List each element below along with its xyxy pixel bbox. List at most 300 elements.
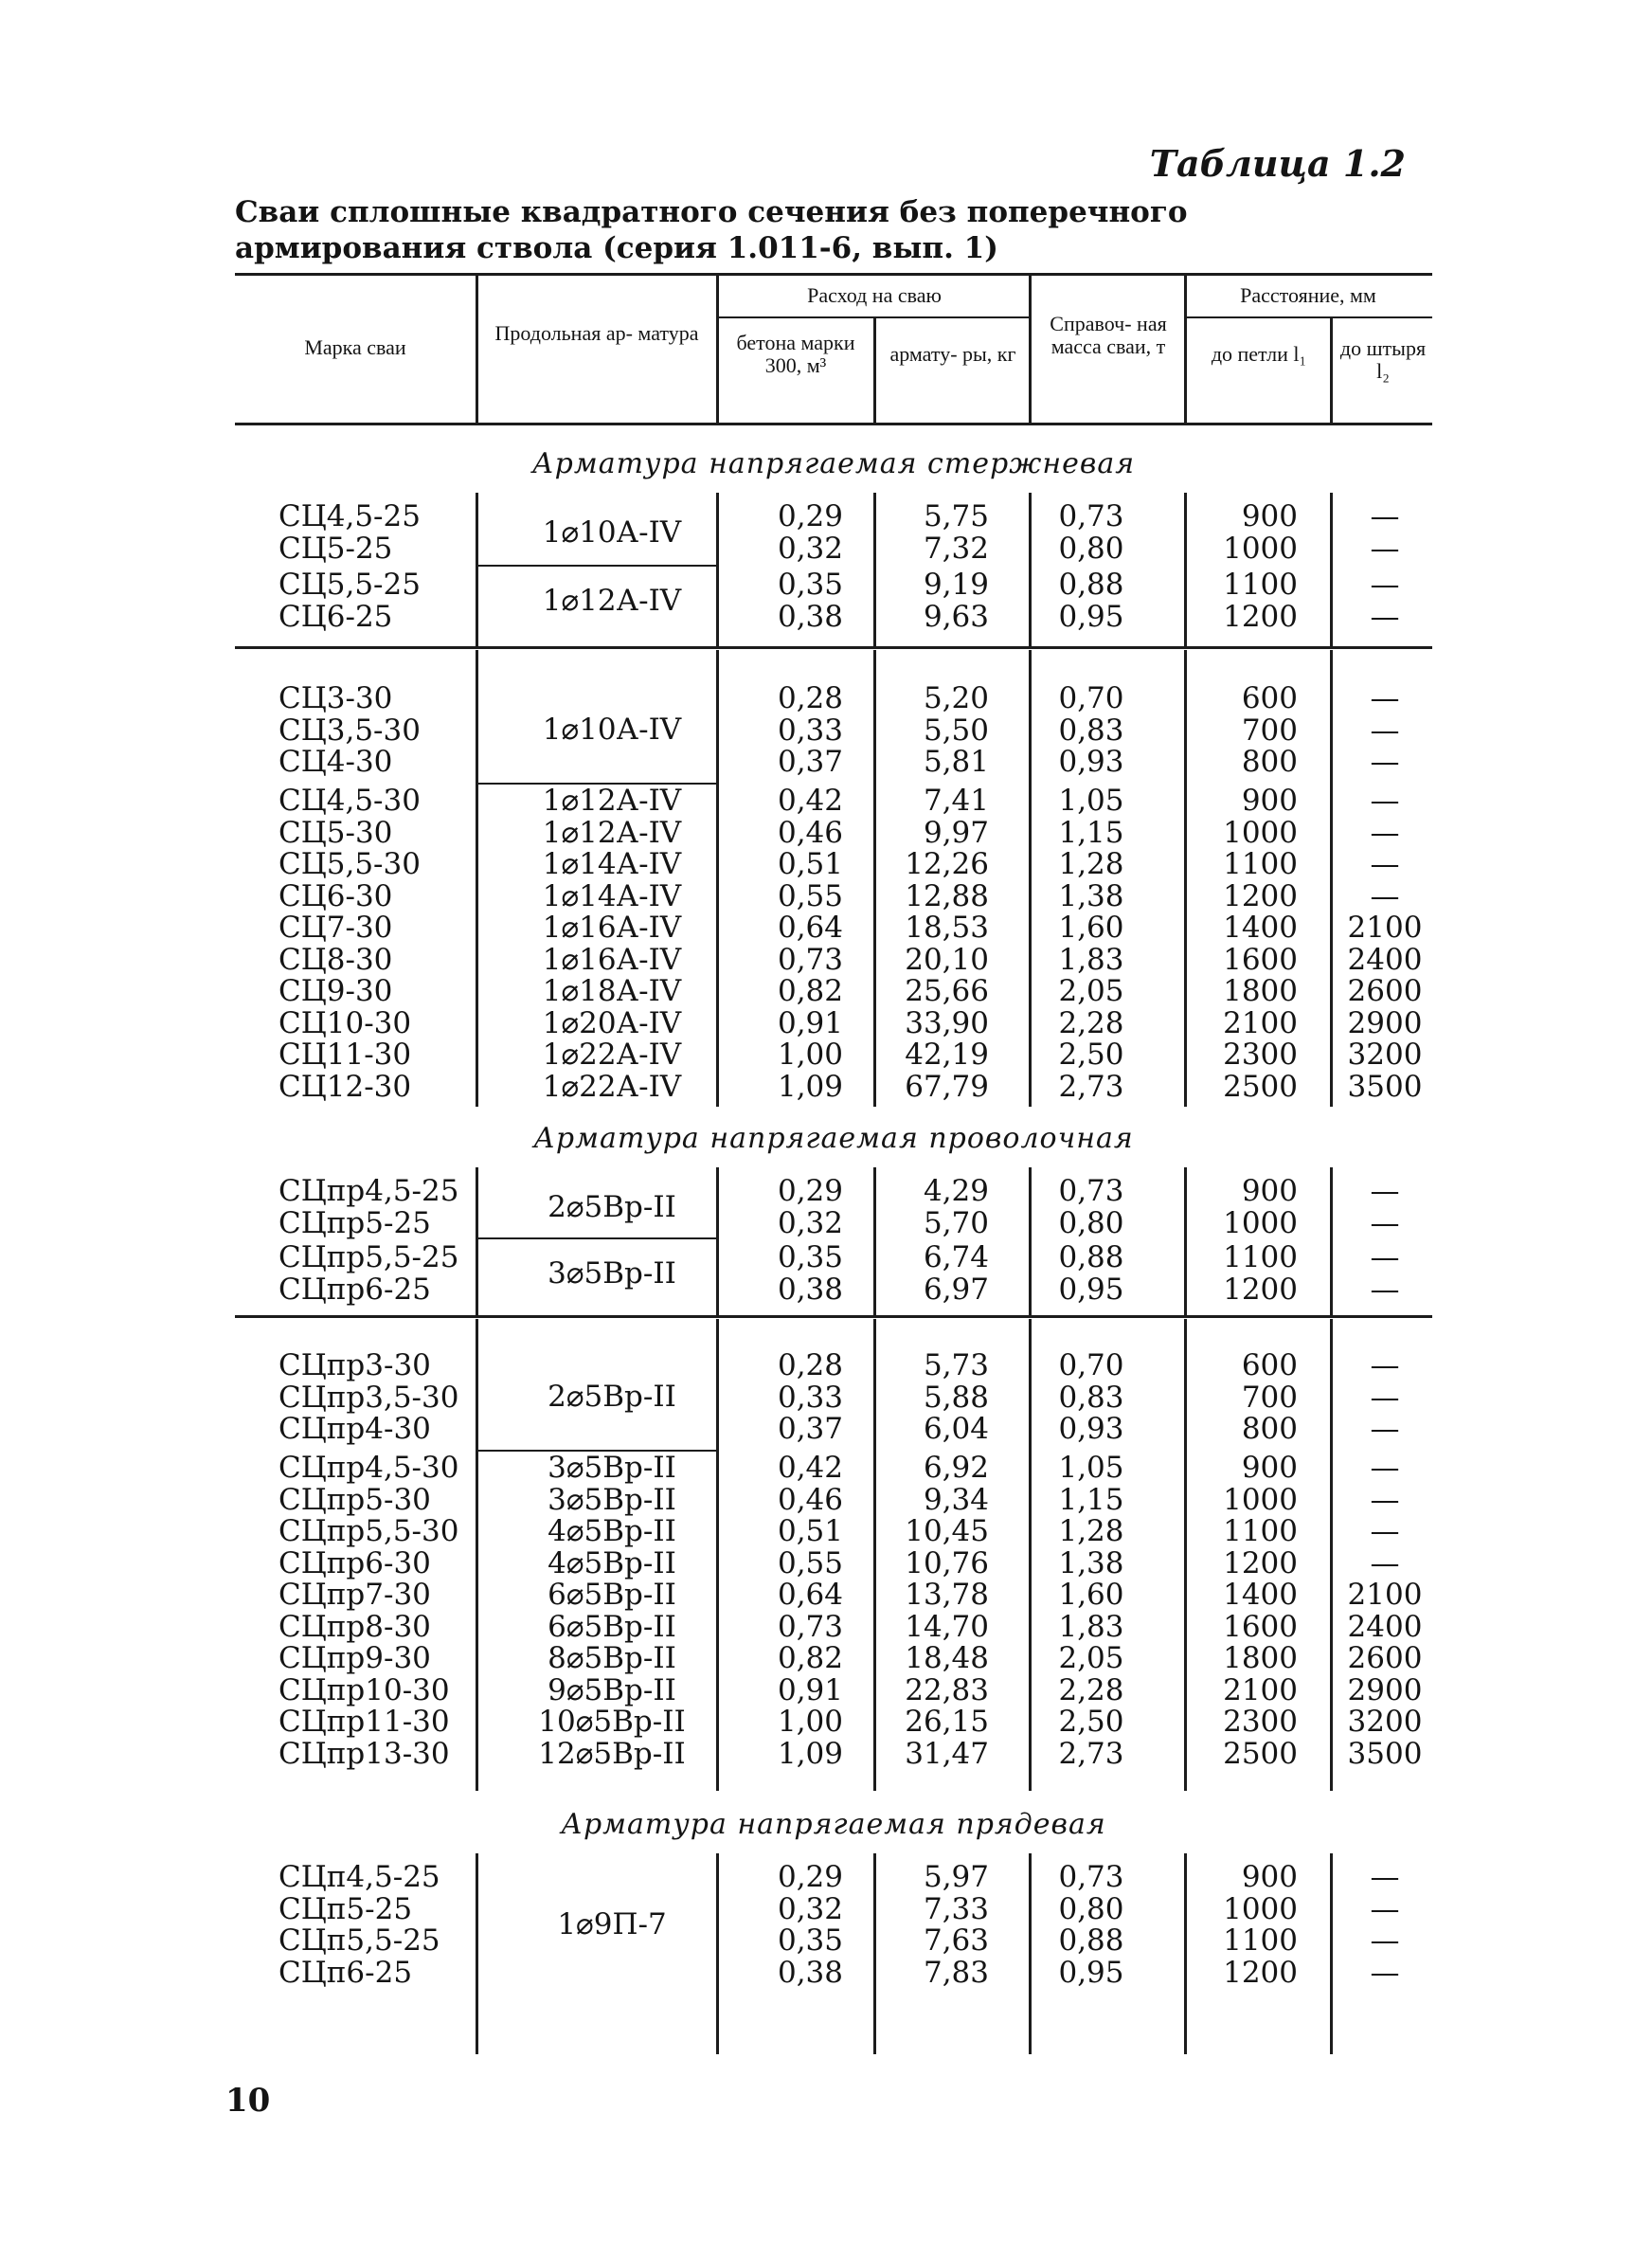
section-title: Арматура напрягаемая стержневая: [531, 447, 1136, 480]
distance-to-pin: 3500: [1347, 1736, 1423, 1771]
distance-to-pin: —: [1370, 531, 1400, 566]
reinforcement-mass: 13,78: [905, 1578, 989, 1612]
distance-to-pin: —: [1370, 878, 1400, 913]
reference-mass: 0,93: [1058, 745, 1124, 779]
concrete-volume: 0,33: [777, 713, 843, 748]
reinforcement-mass: 33,90: [905, 1005, 989, 1040]
distance-to-loop: 1200: [1223, 1955, 1298, 1990]
distance-to-loop: 2300: [1223, 1038, 1298, 1072]
distance-to-loop: 1600: [1223, 1609, 1298, 1644]
distance-to-loop: 1000: [1223, 1482, 1298, 1517]
reference-mass: 0,95: [1058, 1955, 1124, 1990]
reinforcement-mass: 5,81: [923, 745, 989, 779]
concrete-volume: 0,42: [777, 784, 843, 818]
pile-mark: СЦ6-25: [278, 599, 393, 634]
pile-mark: СЦпр9-30: [278, 1641, 431, 1675]
pile-mark: СЦпр4,5-25: [278, 1174, 459, 1208]
page-number: 10: [225, 2082, 271, 2120]
concrete-volume: 0,37: [777, 745, 843, 779]
block-separator-rule: [235, 1315, 1432, 1318]
concrete-volume: 0,55: [777, 878, 843, 913]
distance-to-pin: 2100: [1347, 911, 1423, 945]
concrete-volume: 0,38: [777, 1955, 843, 1990]
pile-mark: СЦ5-25: [278, 531, 393, 566]
distance-to-pin: —: [1370, 784, 1400, 818]
distance-to-loop: 1000: [1223, 1891, 1298, 1926]
distance-to-loop: 1400: [1223, 911, 1298, 945]
distance-to-loop: 900: [1241, 784, 1298, 818]
distance-to-pin: —: [1370, 568, 1400, 602]
reinforcement-mass: 5,50: [923, 713, 989, 748]
column-divider: [1184, 1853, 1187, 2054]
concrete-volume: 0,28: [777, 681, 843, 715]
distance-to-pin: 2400: [1347, 1609, 1423, 1644]
pile-mark: СЦ11-30: [278, 1038, 412, 1072]
distance-to-loop: 1400: [1223, 1578, 1298, 1612]
distance-to-loop: 2100: [1223, 1672, 1298, 1707]
concrete-volume: 0,35: [777, 568, 843, 602]
concrete-volume: 0,35: [777, 1923, 843, 1958]
column-divider: [1029, 650, 1032, 1107]
distance-to-loop: 1800: [1223, 1641, 1298, 1675]
column-divider: [1029, 1853, 1032, 2054]
reference-mass: 0,80: [1058, 1891, 1124, 1926]
group-armature: 1⌀10А-IV: [542, 713, 682, 748]
column-divider: [1330, 493, 1333, 646]
reference-mass: 2,50: [1058, 1038, 1124, 1072]
reference-mass: 0,93: [1058, 1412, 1124, 1446]
header-bottom-rule: [235, 423, 1432, 425]
distance-to-pin: 2900: [1347, 1005, 1423, 1040]
row-armature: 1⌀16А-IV: [542, 942, 682, 977]
pile-mark: СЦ4-30: [278, 745, 393, 779]
concrete-volume: 0,33: [777, 1380, 843, 1415]
reinforcement-mass: 12,26: [905, 847, 989, 881]
reinforcement-mass: 5,97: [923, 1860, 989, 1894]
distance-to-pin: 2600: [1347, 974, 1423, 1008]
pile-mark: СЦ4,5-30: [278, 784, 421, 818]
pile-mark: СЦ7-30: [278, 911, 393, 945]
concrete-volume: 0,64: [777, 911, 843, 945]
reference-mass: 0,88: [1058, 568, 1124, 602]
table-title: Сваи сплошные квадратного сечения без поперечного армирования ствола (серия 1.011-6, вып. 1): [235, 195, 1188, 265]
distance-to-pin: —: [1370, 681, 1400, 715]
concrete-volume: 0,32: [777, 1891, 843, 1926]
distance-to-loop: 600: [1241, 1348, 1298, 1382]
column-divider: [1184, 1319, 1187, 1791]
concrete-volume: 0,73: [777, 1609, 843, 1644]
group-armature: 1⌀9П-7: [557, 1907, 667, 1941]
reference-mass: 0,80: [1058, 1205, 1124, 1240]
concrete-volume: 0,32: [777, 1205, 843, 1240]
header-top-rule: [235, 273, 1432, 276]
header-concrete: бетона марки 300, м³: [736, 331, 855, 377]
reference-mass: 2,28: [1058, 1005, 1124, 1040]
column-divider: [716, 1853, 719, 2054]
distance-to-pin: —: [1370, 1240, 1400, 1274]
reference-mass: 2,50: [1058, 1705, 1124, 1739]
header-distance: Расстояние, мм: [1240, 283, 1376, 307]
pile-mark: СЦп4,5-25: [278, 1860, 440, 1894]
distance-to-pin: 3500: [1347, 1069, 1423, 1104]
distance-to-pin: —: [1370, 1891, 1400, 1926]
reinforcement-mass: 4,29: [923, 1174, 989, 1208]
header-divider: [476, 275, 478, 423]
header-consumption: Расход на сваю: [807, 283, 942, 307]
reference-mass: 1,60: [1058, 911, 1124, 945]
distance-to-pin: —: [1370, 1482, 1400, 1517]
pile-mark: СЦ3,5-30: [278, 713, 421, 748]
distance-to-pin: —: [1370, 499, 1400, 533]
row-armature: 4⌀5Вр-II: [548, 1514, 676, 1548]
reference-mass: 0,95: [1058, 599, 1124, 634]
header-reinforcement: армату- ры, кг: [889, 342, 1016, 366]
reinforcement-mass: 14,70: [905, 1609, 989, 1644]
header-divider: [1184, 275, 1187, 423]
reinforcement-mass: 25,66: [905, 974, 989, 1008]
reference-mass: 0,70: [1058, 681, 1124, 715]
distance-to-loop: 900: [1241, 1174, 1298, 1208]
concrete-volume: 0,29: [777, 1174, 843, 1208]
row-armature: 1⌀20А-IV: [542, 1005, 682, 1040]
distance-to-pin: —: [1370, 1174, 1400, 1208]
row-armature: 1⌀12А-IV: [542, 784, 682, 818]
column-divider: [476, 1167, 478, 1315]
reference-mass: 1,28: [1058, 847, 1124, 881]
pile-mark: СЦпр6-25: [278, 1272, 431, 1307]
concrete-volume: 0,37: [777, 1412, 843, 1446]
row-armature: 1⌀14А-IV: [542, 847, 682, 881]
row-armature: 8⌀5Вр-II: [548, 1641, 676, 1675]
armature-group-rule: [476, 1237, 716, 1239]
pile-mark: СЦ9-30: [278, 974, 393, 1008]
header-mark: Марка сваи: [304, 335, 406, 359]
distance-to-loop: 1100: [1223, 1923, 1298, 1958]
row-armature: 3⌀5Вр-II: [548, 1482, 676, 1517]
reinforcement-mass: 31,47: [905, 1736, 989, 1771]
concrete-volume: 0,38: [777, 599, 843, 634]
row-armature: 3⌀5Вр-II: [548, 1451, 676, 1485]
reference-mass: 1,15: [1058, 1482, 1124, 1517]
distance-to-pin: —: [1370, 815, 1400, 850]
distance-to-loop: 1200: [1223, 599, 1298, 634]
reference-mass: 0,95: [1058, 1272, 1124, 1307]
reinforcement-mass: 7,32: [923, 531, 989, 566]
pile-mark: СЦп5,5-25: [278, 1923, 440, 1958]
distance-to-pin: —: [1370, 1348, 1400, 1382]
row-armature: 6⌀5Вр-II: [548, 1578, 676, 1612]
distance-to-loop: 800: [1241, 1412, 1298, 1446]
group-armature: 1⌀10А-IV: [542, 515, 682, 550]
distance-to-pin: —: [1370, 1205, 1400, 1240]
reinforcement-mass: 42,19: [905, 1038, 989, 1072]
distance-to-pin: —: [1370, 1860, 1400, 1894]
concrete-volume: 0,35: [777, 1240, 843, 1274]
reference-mass: 0,83: [1058, 1380, 1124, 1415]
distance-to-loop: 700: [1241, 713, 1298, 748]
concrete-volume: 0,46: [777, 815, 843, 850]
group-armature: 3⌀5Вр-II: [548, 1255, 676, 1291]
concrete-volume: 1,09: [777, 1736, 843, 1771]
distance-to-pin: —: [1370, 1380, 1400, 1415]
reinforcement-mass: 6,04: [923, 1412, 989, 1446]
header-divider: [1029, 275, 1032, 423]
distance-to-loop: 1200: [1223, 1272, 1298, 1307]
reference-mass: 0,70: [1058, 1348, 1124, 1382]
reference-mass: 1,05: [1058, 784, 1124, 818]
distance-to-pin: 2400: [1347, 942, 1423, 977]
column-divider: [1029, 493, 1032, 646]
pile-mark: СЦпр3,5-30: [278, 1380, 459, 1415]
reinforcement-mass: 9,97: [923, 815, 989, 850]
reinforcement-mass: 5,70: [923, 1205, 989, 1240]
reference-mass: 1,83: [1058, 1609, 1124, 1644]
section-title: Арматура напрягаемая прядевая: [561, 1808, 1106, 1841]
pile-mark: СЦ12-30: [278, 1069, 412, 1104]
row-armature: 6⌀5Вр-II: [548, 1609, 676, 1644]
pile-mark: СЦ5-30: [278, 815, 393, 850]
distance-to-loop: 1000: [1223, 1205, 1298, 1240]
reference-mass: 0,83: [1058, 713, 1124, 748]
distance-to-pin: —: [1370, 1514, 1400, 1548]
distance-to-loop: 700: [1241, 1380, 1298, 1415]
column-divider: [1184, 493, 1187, 646]
column-divider: [476, 1853, 478, 2054]
concrete-volume: 0,73: [777, 942, 843, 977]
concrete-volume: 1,00: [777, 1038, 843, 1072]
distance-to-pin: —: [1370, 1451, 1400, 1485]
reference-mass: 2,05: [1058, 974, 1124, 1008]
pile-mark: СЦпр8-30: [278, 1609, 431, 1644]
pile-mark: СЦ5,5-25: [278, 568, 421, 602]
header-sub-rule-distance: [1186, 316, 1432, 318]
pile-mark: СЦпр10-30: [278, 1672, 450, 1707]
reinforcement-mass: 6,74: [923, 1240, 989, 1274]
row-armature: 1⌀22А-IV: [542, 1038, 682, 1072]
concrete-volume: 0,55: [777, 1545, 843, 1580]
reference-mass: 1,83: [1058, 942, 1124, 977]
block-separator-rule: [235, 646, 1432, 649]
distance-to-loop: 900: [1241, 1451, 1298, 1485]
reinforcement-mass: 9,19: [923, 568, 989, 602]
pile-mark: СЦ5,5-30: [278, 847, 421, 881]
reinforcement-mass: 10,45: [905, 1514, 989, 1548]
distance-to-loop: 1100: [1223, 847, 1298, 881]
concrete-volume: 0,91: [777, 1005, 843, 1040]
pile-mark: СЦпр5,5-30: [278, 1514, 459, 1548]
distance-to-pin: 2600: [1347, 1641, 1423, 1675]
reference-mass: 0,80: [1058, 531, 1124, 566]
concrete-volume: 1,09: [777, 1069, 843, 1104]
pile-mark: СЦпр5-30: [278, 1482, 431, 1517]
column-divider: [476, 1319, 478, 1791]
group-armature: 2⌀5Вр-II: [548, 1380, 676, 1415]
header-divider: [873, 318, 876, 423]
concrete-volume: 0,51: [777, 847, 843, 881]
pile-mark: СЦпр13-30: [278, 1736, 450, 1771]
reinforcement-mass: 7,83: [923, 1955, 989, 1990]
distance-to-pin: 3200: [1347, 1705, 1423, 1739]
pile-mark: СЦпр7-30: [278, 1578, 431, 1612]
pile-mark: СЦ4,5-25: [278, 499, 421, 533]
column-divider: [476, 650, 478, 1107]
distance-to-loop: 1200: [1223, 1545, 1298, 1580]
concrete-volume: 0,91: [777, 1672, 843, 1707]
group-armature: 1⌀12А-IV: [542, 583, 682, 618]
pile-mark: СЦ6-30: [278, 878, 393, 913]
column-divider: [1029, 1319, 1032, 1791]
pile-mark: СЦпр4,5-30: [278, 1451, 459, 1485]
distance-to-pin: —: [1370, 1412, 1400, 1446]
column-divider: [1330, 1167, 1333, 1315]
reinforcement-mass: 7,33: [923, 1891, 989, 1926]
header-longitudinal: Продольная ар- матура: [494, 321, 699, 345]
table-caption: Таблица 1.2: [1149, 142, 1406, 185]
column-divider: [1330, 650, 1333, 1107]
reference-mass: 2,73: [1058, 1069, 1124, 1104]
row-armature: 1⌀16А-IV: [542, 911, 682, 945]
reinforcement-mass: 5,75: [923, 499, 989, 533]
header-divider: [1330, 318, 1333, 423]
pile-mark: СЦпр5-25: [278, 1205, 431, 1240]
distance-to-pin: —: [1370, 599, 1400, 634]
row-armature: 1⌀22А-IV: [542, 1069, 682, 1104]
distance-to-loop: 900: [1241, 499, 1298, 533]
reference-mass: 1,15: [1058, 815, 1124, 850]
distance-to-loop: 2100: [1223, 1005, 1298, 1040]
reference-mass: 1,38: [1058, 878, 1124, 913]
reinforcement-mass: 6,97: [923, 1272, 989, 1307]
distance-to-loop: 800: [1241, 745, 1298, 779]
column-divider: [1330, 1319, 1333, 1791]
distance-to-pin: —: [1370, 745, 1400, 779]
distance-to-loop: 2500: [1223, 1069, 1298, 1104]
concrete-volume: 0,42: [777, 1451, 843, 1485]
distance-to-pin: 2100: [1347, 1578, 1423, 1612]
reference-mass: 1,60: [1058, 1578, 1124, 1612]
row-armature: 4⌀5Вр-II: [548, 1545, 676, 1580]
header-divider: [716, 275, 719, 423]
distance-to-loop: 1100: [1223, 568, 1298, 602]
section-title: Арматура напрягаемая проволочная: [533, 1122, 1134, 1155]
distance-to-pin: 3200: [1347, 1038, 1423, 1072]
distance-to-loop: 1000: [1223, 531, 1298, 566]
header-reference-mass: Справоч- ная масса сваи, т: [1050, 312, 1167, 358]
reinforcement-mass: 20,10: [905, 942, 989, 977]
header-to-loop: до петли l₁: [1211, 342, 1307, 366]
row-armature: 10⌀5Вр-II: [538, 1705, 686, 1739]
pile-mark: СЦпр11-30: [278, 1705, 450, 1739]
distance-to-loop: 1100: [1223, 1240, 1298, 1274]
reinforcement-mass: 9,34: [923, 1482, 989, 1517]
pile-mark: СЦпр5,5-25: [278, 1240, 459, 1274]
reference-mass: 1,05: [1058, 1451, 1124, 1485]
row-armature: 12⌀5Вр-II: [538, 1736, 686, 1771]
reference-mass: 2,28: [1058, 1672, 1124, 1707]
concrete-volume: 0,29: [777, 1860, 843, 1894]
reference-mass: 0,73: [1058, 1860, 1124, 1894]
row-armature: 9⌀5Вр-II: [548, 1672, 676, 1707]
pile-mark: СЦпр6-30: [278, 1545, 431, 1580]
distance-to-pin: —: [1370, 1545, 1400, 1580]
reference-mass: 1,38: [1058, 1545, 1124, 1580]
reinforcement-mass: 18,53: [905, 911, 989, 945]
distance-to-pin: —: [1370, 1923, 1400, 1958]
concrete-volume: 0,82: [777, 974, 843, 1008]
reinforcement-mass: 6,92: [923, 1451, 989, 1485]
concrete-volume: 0,28: [777, 1348, 843, 1382]
distance-to-loop: 2500: [1223, 1736, 1298, 1771]
concrete-volume: 0,38: [777, 1272, 843, 1307]
group-armature: 2⌀5Вр-II: [548, 1189, 676, 1224]
reference-mass: 0,73: [1058, 499, 1124, 533]
armature-group-rule: [476, 565, 716, 567]
reinforcement-mass: 22,83: [905, 1672, 989, 1707]
reference-mass: 0,73: [1058, 1174, 1124, 1208]
concrete-volume: 0,32: [777, 531, 843, 566]
pile-mark: СЦп6-25: [278, 1955, 413, 1990]
reinforcement-mass: 18,48: [905, 1641, 989, 1675]
distance-to-loop: 900: [1241, 1860, 1298, 1894]
column-divider: [716, 1167, 719, 1315]
reinforcement-mass: 12,88: [905, 878, 989, 913]
concrete-volume: 0,64: [777, 1578, 843, 1612]
row-armature: 1⌀12А-IV: [542, 815, 682, 850]
reinforcement-mass: 5,20: [923, 681, 989, 715]
reinforcement-mass: 7,63: [923, 1923, 989, 1958]
reinforcement-mass: 5,88: [923, 1380, 989, 1415]
distance-to-loop: 1200: [1223, 878, 1298, 913]
reference-mass: 2,73: [1058, 1736, 1124, 1771]
reinforcement-mass: 67,79: [905, 1069, 989, 1104]
pile-mark: СЦп5-25: [278, 1891, 413, 1926]
reinforcement-mass: 26,15: [905, 1705, 989, 1739]
pile-mark: СЦ10-30: [278, 1005, 412, 1040]
column-divider: [1184, 1167, 1187, 1315]
distance-to-loop: 1800: [1223, 974, 1298, 1008]
reinforcement-mass: 9,63: [923, 599, 989, 634]
distance-to-pin: —: [1370, 713, 1400, 748]
distance-to-pin: —: [1370, 847, 1400, 881]
reference-mass: 1,28: [1058, 1514, 1124, 1548]
distance-to-pin: —: [1370, 1955, 1400, 1990]
pile-mark: СЦ8-30: [278, 942, 393, 977]
distance-to-loop: 600: [1241, 681, 1298, 715]
reinforcement-mass: 10,76: [905, 1545, 989, 1580]
distance-to-loop: 1600: [1223, 942, 1298, 977]
reference-mass: 0,88: [1058, 1240, 1124, 1274]
row-armature: 1⌀18А-IV: [542, 974, 682, 1008]
column-divider: [1330, 1853, 1333, 2054]
reinforcement-mass: 5,73: [923, 1348, 989, 1382]
concrete-volume: 0,82: [777, 1641, 843, 1675]
pile-mark: СЦпр3-30: [278, 1348, 431, 1382]
column-divider: [1029, 1167, 1032, 1315]
reference-mass: 0,88: [1058, 1923, 1124, 1958]
concrete-volume: 1,00: [777, 1705, 843, 1739]
distance-to-loop: 1000: [1223, 815, 1298, 850]
distance-to-loop: 1100: [1223, 1514, 1298, 1548]
column-divider: [476, 493, 478, 646]
concrete-volume: 0,29: [777, 499, 843, 533]
header-to-pin: до штыря l₂: [1339, 336, 1427, 383]
row-armature: 1⌀14А-IV: [542, 878, 682, 913]
concrete-volume: 0,51: [777, 1514, 843, 1548]
distance-to-pin: 2900: [1347, 1672, 1423, 1707]
concrete-volume: 0,46: [777, 1482, 843, 1517]
distance-to-loop: 2300: [1223, 1705, 1298, 1739]
pile-mark: СЦпр4-30: [278, 1412, 431, 1446]
